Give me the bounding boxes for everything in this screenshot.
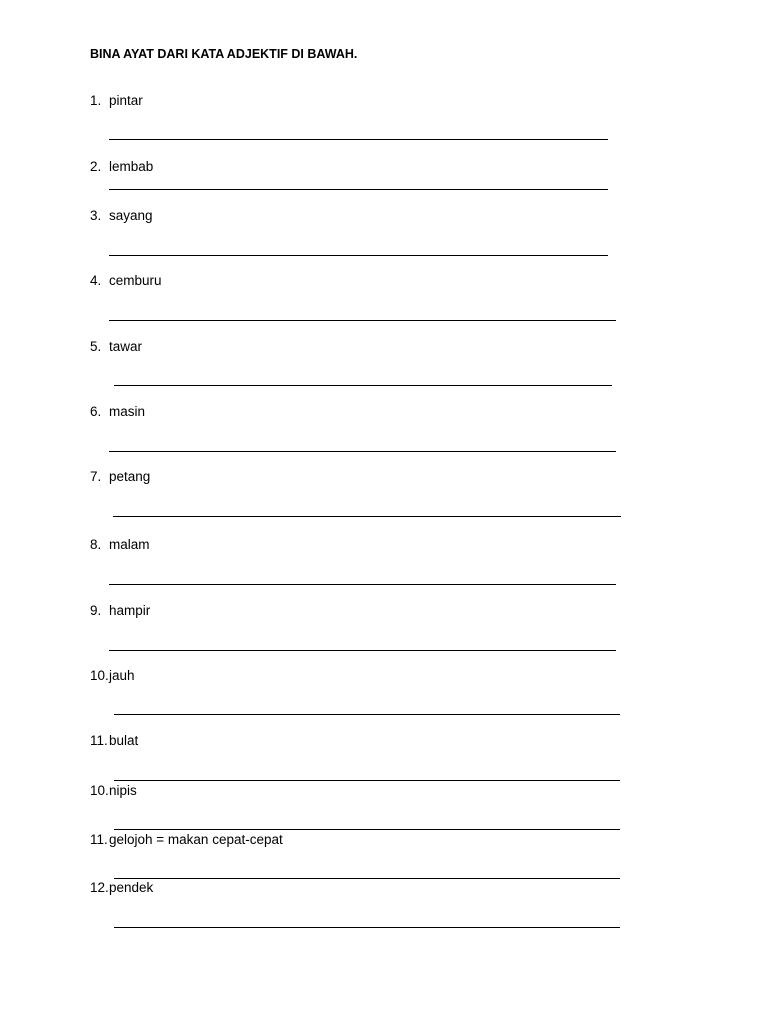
- answer-line-10[interactable]: [114, 714, 620, 715]
- item-14: [90, 880, 153, 896]
- item-number: 11.: [90, 733, 108, 748]
- item-number: 4.: [90, 273, 102, 288]
- item-13: [90, 832, 283, 848]
- answer-line-4[interactable]: [109, 320, 616, 321]
- item-number: 10.: [90, 783, 109, 798]
- item-number: 10.: [90, 668, 109, 683]
- answer-line-9[interactable]: [109, 650, 616, 651]
- item-1: [90, 93, 143, 109]
- item-2: [90, 159, 153, 175]
- item-word: malam: [109, 537, 150, 552]
- answer-line-5[interactable]: [114, 385, 612, 386]
- item-word: lembab: [109, 159, 154, 174]
- item-word: petang: [109, 469, 151, 484]
- item-number: 3.: [90, 208, 102, 223]
- item-word: hampir: [109, 603, 151, 618]
- answer-line-7[interactable]: [113, 516, 621, 517]
- item-6: [90, 404, 145, 420]
- item-8: [90, 537, 150, 553]
- answer-line-8[interactable]: [109, 584, 616, 585]
- item-4: [90, 273, 162, 289]
- item-word: gelojoh = makan cepat-cepat: [109, 832, 283, 847]
- answer-line-1[interactable]: [109, 139, 608, 140]
- item-word: sayang: [109, 208, 153, 223]
- item-number: 5.: [90, 339, 102, 354]
- item-word: pintar: [109, 93, 143, 108]
- worksheet-title: BINA AYAT DARI KATA ADJEKTIF DI BAWAH.: [90, 47, 358, 61]
- item-number: 6.: [90, 404, 102, 419]
- answer-line-14[interactable]: [114, 927, 620, 928]
- item-word: nipis: [109, 783, 137, 798]
- item-word: masin: [109, 404, 146, 419]
- item-word: pendek: [109, 880, 154, 895]
- item-7: [90, 469, 150, 485]
- item-11: [90, 733, 138, 749]
- item-word: bulat: [109, 733, 139, 748]
- item-10: [90, 668, 135, 684]
- item-9: [90, 603, 150, 619]
- answer-line-13[interactable]: [114, 878, 620, 879]
- item-number: 9.: [90, 603, 102, 618]
- item-number: 1.: [90, 93, 102, 108]
- item-word: jauh: [109, 668, 135, 683]
- item-number: 11.: [90, 832, 108, 847]
- answer-line-11[interactable]: [114, 780, 620, 781]
- answer-line-6[interactable]: [109, 451, 616, 452]
- item-number: 2.: [90, 159, 102, 174]
- item-3: [90, 208, 153, 224]
- answer-line-12[interactable]: [114, 829, 620, 830]
- item-word: tawar: [109, 339, 143, 354]
- item-number: 7.: [90, 469, 102, 484]
- answer-line-3[interactable]: [109, 255, 608, 256]
- item-5: [90, 339, 142, 355]
- item-number: 8.: [90, 537, 102, 552]
- answer-line-2[interactable]: [109, 189, 608, 190]
- item-word: cemburu: [109, 273, 162, 288]
- item-12: [90, 783, 137, 799]
- item-number: 12.: [90, 880, 109, 895]
